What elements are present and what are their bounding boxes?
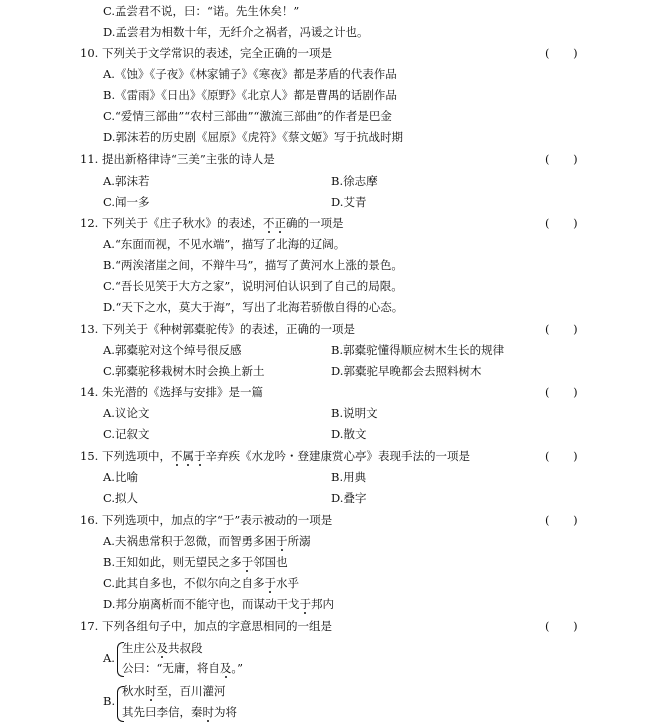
question-17-option-a-line-2 [122,661,243,675]
emphasis-char: 及 [156,641,168,655]
stem-text: 确的一项是 [285,216,344,230]
emphasis-char: 属 [182,449,194,463]
question-14-answer-blank[interactable]: ( ) [545,385,588,399]
emphasis-char: 于 [241,555,254,569]
question-13-stem: 13. 下列关于《种树郭橐驼传》的表述，正确的一项是 [80,322,355,336]
question-15-stem [80,449,470,463]
prev-option-c: C.孟尝君不说，曰：“诺。先生休矣！” [103,4,300,18]
question-11-option-c: C.闻一多 [103,195,150,209]
question-16-answer-blank[interactable]: ( ) [545,513,588,527]
question-10-option-d: D.郭沫若的历史剧《屈原》《虎符》《蔡文姬》写于抗战时期 [103,130,403,144]
question-14-option-d: D.散文 [331,427,367,441]
emphasis-char: 及 [219,661,232,675]
option-text: 秋水 [122,684,145,698]
question-15-option-a: A.比喻 [103,470,138,484]
option-text: 所溺 [287,534,311,548]
question-17-stem: 17. 下列各组句子中，加点的字意思相同的一组是 [80,619,332,633]
emphasis-char: 于 [299,597,311,611]
prev-option-d: D.孟尝君为相数十年，无纤介之祸者，冯谖之计也。 [103,25,369,39]
question-13-option-c: C.郭橐驼移栽树木时会换上新土 [103,364,265,378]
question-17-answer-blank[interactable]: ( ) [545,619,588,633]
question-10-stem: 10. 下列关于文学常识的表述，完全正确的一项是 [80,46,332,60]
emphasis-char: 正 [274,216,286,230]
stem-text: 辛弃疾《水龙吟・登建康赏心亭》表现手法的一项是 [205,449,470,463]
question-13-option-a: A.郭橐驼对这个绰号很反感 [103,343,242,357]
option-text: 至，百川灌河 [156,684,226,698]
question-12-option-d: D.“天下之水，莫大于海”，写出了北海若骄傲自得的心态。 [103,300,404,314]
emphasis-char: 于 [193,449,206,463]
question-14-stem: 14. 朱光潜的《选择与安排》是一篇 [80,385,263,399]
option-text: 为将 [214,705,237,719]
emphasis-char: 不 [170,449,183,463]
option-text: D.邦分崩离析而不能守也，而谋动干戈 [103,597,300,611]
question-13-option-b: B.郭橐驼懂得顺应树木生长的规律 [331,343,505,357]
question-15-option-d: D.叠字 [331,491,367,505]
question-16-option-a [103,534,310,548]
question-17-option-a-label: A. [103,651,115,665]
question-16-option-b [103,555,288,569]
option-text: 。” [231,661,244,675]
question-14-option-b: B.说明文 [331,406,378,420]
question-10-answer-blank[interactable]: ( ) [545,46,588,60]
option-text: 水乎 [276,576,300,590]
question-12-option-b: B.“两涘渚崖之间，不辩牛马”，描写了黄河水上涨的景色。 [103,258,403,272]
option-text: C.此其自多也，不似尔向之自多 [103,576,265,590]
question-15-option-c: C.拟人 [103,491,139,505]
question-12-answer-blank[interactable]: ( ) [545,216,588,230]
option-text: 其先曰李信，秦 [122,705,203,719]
option-text: 生庄公 [122,641,157,655]
question-11-option-d: D.艾青 [331,195,367,209]
question-15-option-b: B.用典 [331,470,367,484]
emphasis-char: 于 [264,576,277,590]
question-14-option-c: C.记叙文 [103,427,150,441]
emphasis-char: 不 [262,216,275,230]
emphasis-char: 于 [275,534,288,548]
question-14-option-a: A.议论文 [103,406,150,420]
question-16-stem: 16. 下列选项中，加点的字“于”表示被动的一项是 [80,513,333,527]
question-12-option-a: A.“东面而视，不见水端”，描写了北海的辽阔。 [103,237,346,251]
question-12-stem [80,216,343,230]
question-16-option-c [103,576,299,590]
question-11-stem: 11. 提出新格律诗“三美”主张的诗人是 [80,152,275,166]
option-text: 公曰：“无庸，将自 [122,661,220,675]
question-17-option-b-line-2 [122,705,237,719]
question-11-answer-blank[interactable]: ( ) [545,152,588,166]
question-12-option-c: C.“吾长见笑于大方之家”，说明河伯认识到了自己的局限。 [103,279,403,293]
question-10-option-b: B.《雷雨》《日出》《原野》《北京人》都是曹禺的话剧作品 [103,88,397,102]
emphasis-char: 时 [145,684,157,698]
question-11-option-b: B.徐志摩 [331,174,378,188]
option-text: B.王知如此，则无望民之多 [103,555,242,569]
question-13-option-d: D.郭橐驼早晚都会去照料树木 [331,364,482,378]
question-10-option-a: A.《蚀》《子夜》《林家铺子》《寒夜》都是茅盾的代表作品 [103,67,397,81]
question-10-option-c: C.“爱情三部曲”“农村三部曲”“激流三部曲”的作者是巴金 [103,109,392,123]
question-13-answer-blank[interactable]: ( ) [545,322,588,336]
question-15-answer-blank[interactable]: ( ) [545,449,588,463]
emphasis-char: 时 [202,705,214,719]
question-17-option-a-line-1 [122,641,203,655]
question-17-option-b-line-1 [122,684,226,698]
option-text: 邦内 [310,597,334,611]
option-text: 邻国也 [253,555,288,569]
stem-text: 15. 下列选项中， [80,449,171,463]
question-11-option-a: A.郭沫若 [103,174,150,188]
option-text: A.夫祸患常积于忽微，而智勇多困 [103,534,276,548]
option-text: 共叔段 [168,641,203,655]
question-16-option-d [103,597,334,611]
question-17-option-b-label: B. [103,694,116,708]
stem-text: 12. 下列关于《庄子秋水》的表述， [80,216,263,230]
